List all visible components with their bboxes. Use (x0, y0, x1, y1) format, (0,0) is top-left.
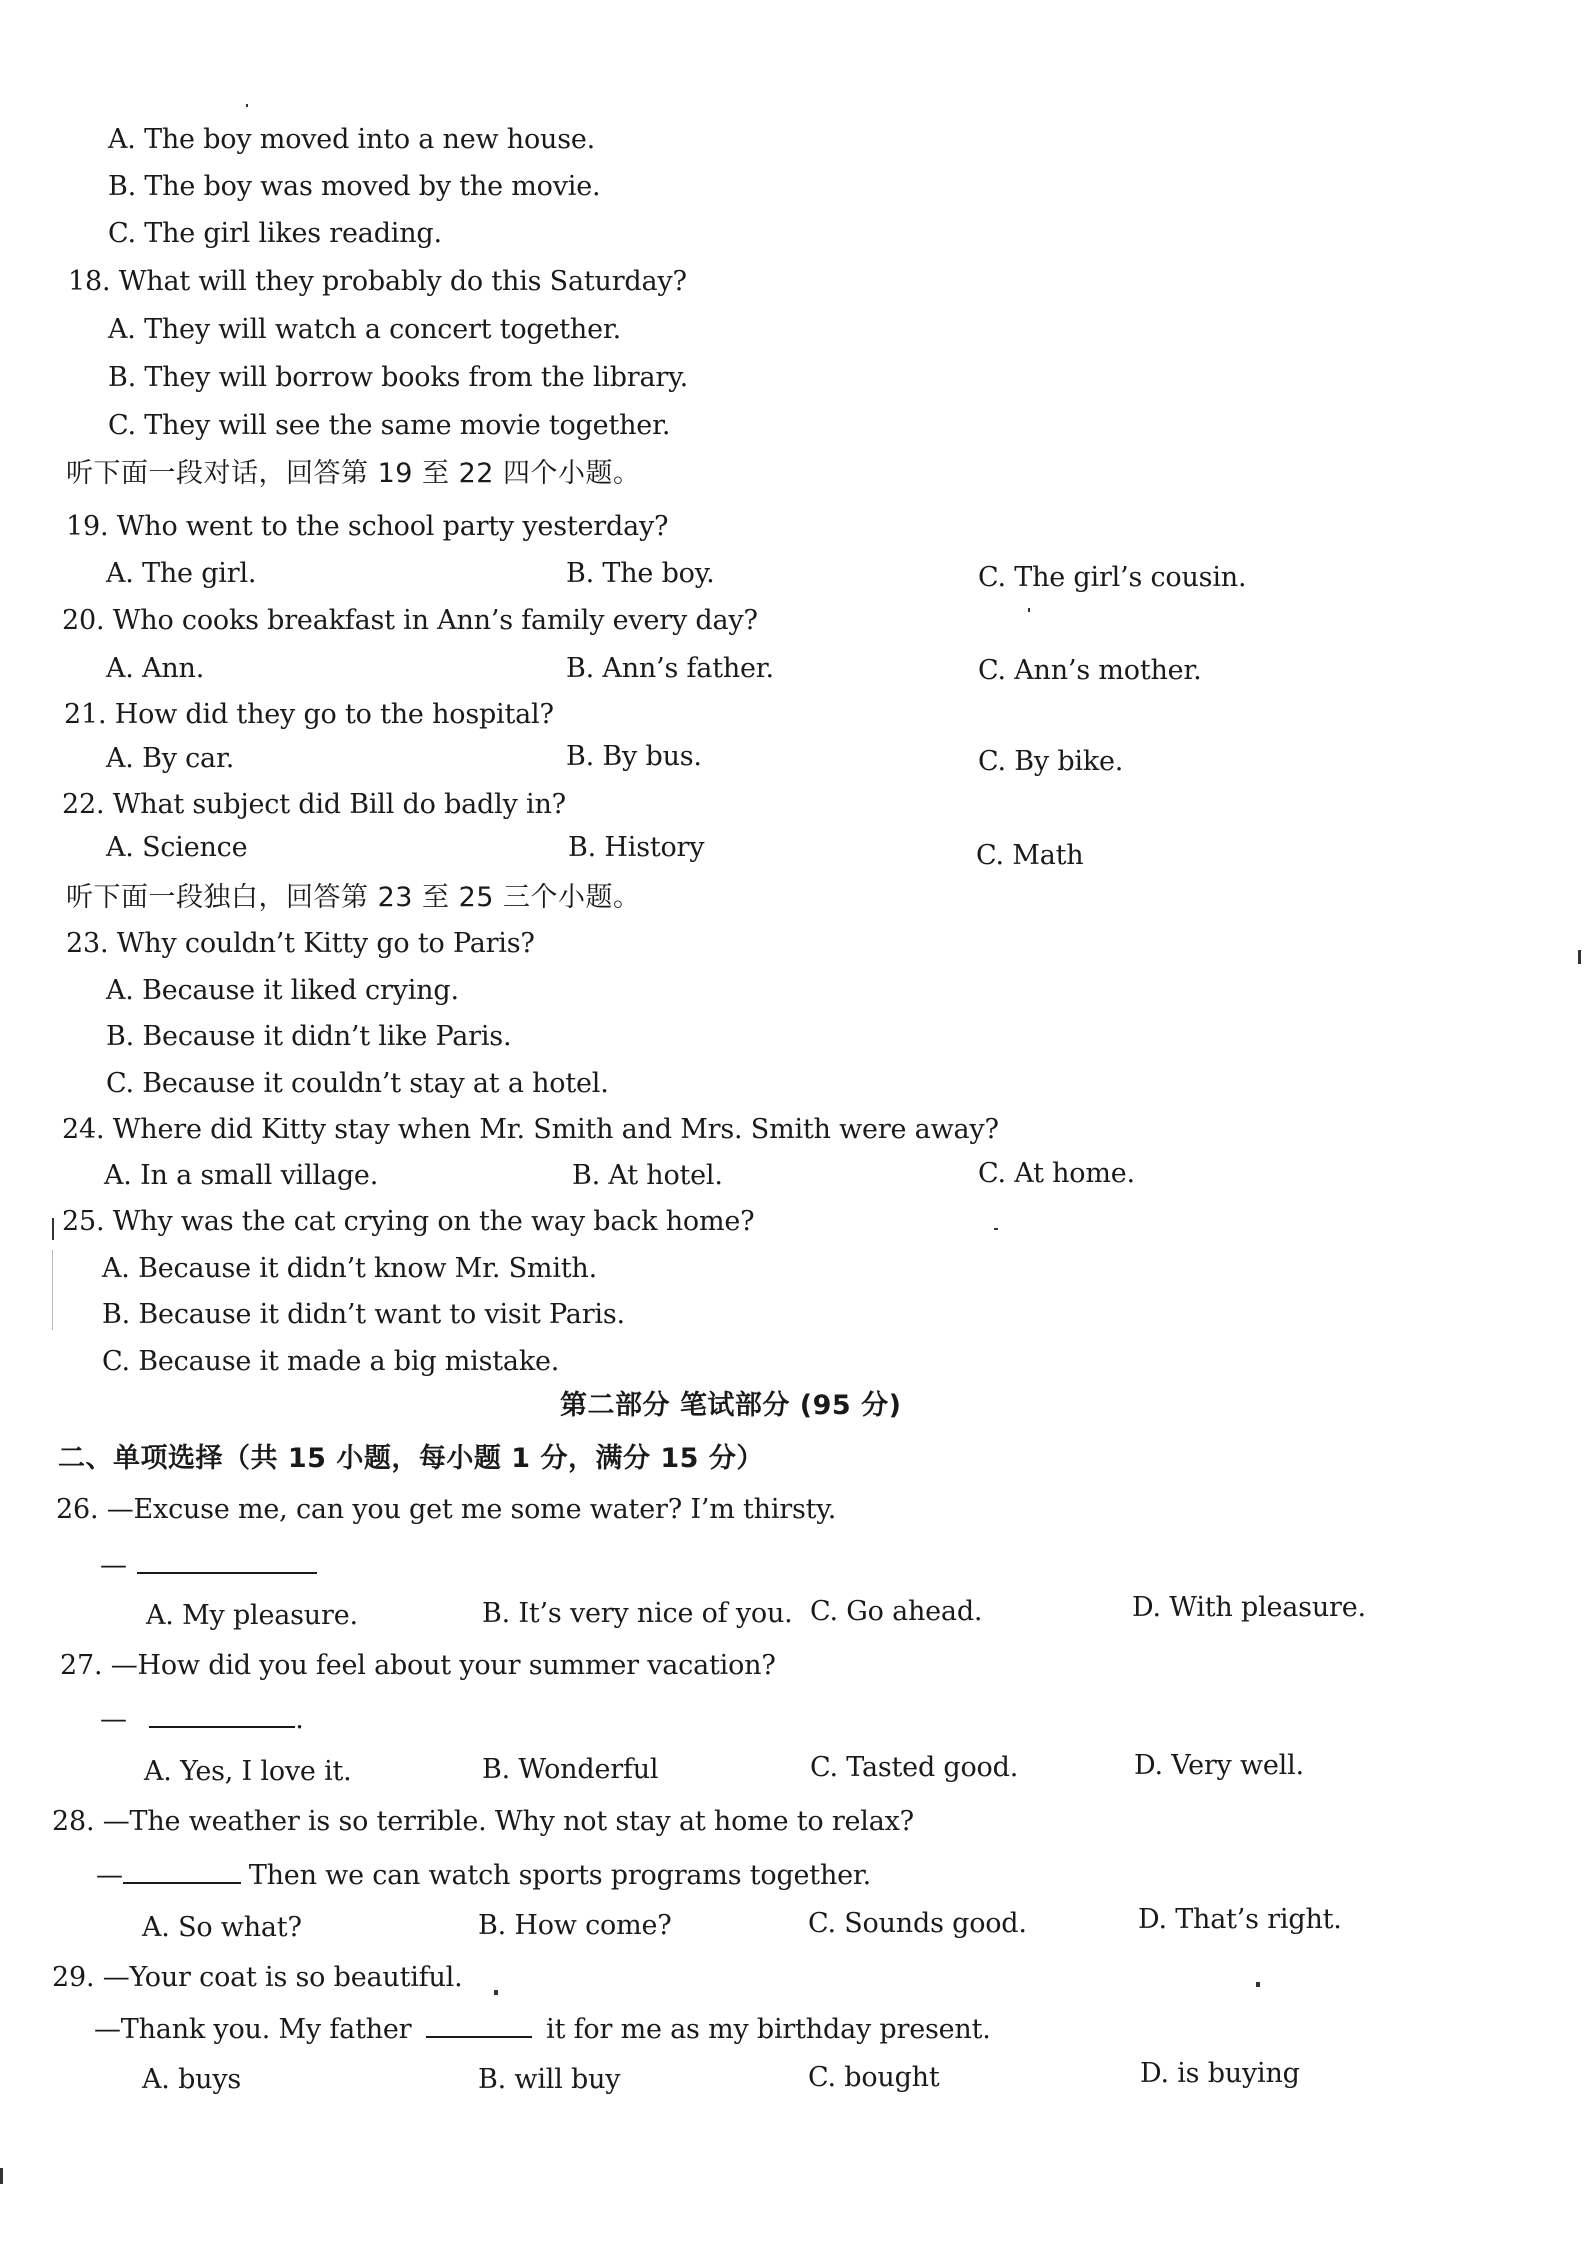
question-21 (64, 701, 554, 728)
question-text: —Your coat is so beautiful. (102, 1962, 463, 1993)
q23-option-c: C. Because it couldn’t stay at a hotel. (106, 1068, 609, 1099)
q24-option-b: B. At hotel. (572, 1160, 723, 1191)
question-text: Why was the cat crying on the way back home? (112, 1206, 755, 1237)
answer-blank (123, 1882, 241, 1884)
margin-line (52, 1250, 53, 1330)
q21-option-c: C. By bike. (978, 746, 1124, 777)
dash: — (96, 1860, 123, 1891)
question-text: —How did you feel about your summer vacation? (110, 1650, 776, 1681)
sentence-start: —Thank you. My father (94, 2014, 412, 2045)
q27-option-b: B. Wonderful (482, 1754, 659, 1785)
question-text: Where did Kitty stay when Mr. Smith and Mrs. Smith were away? (112, 1114, 999, 1145)
question-text: What will they probably do this Saturday? (118, 266, 687, 297)
q19-option-b: B. The boy. (566, 558, 715, 589)
q28-answer-line (96, 1862, 871, 1889)
q25-option-b: B. Because it didn’t want to visit Paris. (102, 1299, 625, 1330)
question-23 (66, 930, 535, 957)
question-26 (56, 1496, 836, 1523)
q23-option-a: A. Because it liked crying. (106, 975, 459, 1006)
question-text: Why couldn’t Kitty go to Paris? (116, 928, 535, 959)
question-29 (52, 1964, 462, 1991)
q18-option-a: A. They will watch a concert together. (108, 314, 622, 345)
q22-option-a: A. Science (106, 832, 248, 863)
q27-answer-line (100, 1706, 304, 1733)
scan-speck (994, 1228, 998, 1230)
question-number: 26. (56, 1494, 99, 1525)
q20-option-c: C. Ann’s mother. (978, 655, 1202, 686)
question-text: —The weather is so terrible. Why not stay at home to relax? (102, 1806, 914, 1837)
question-text: Who went to the school party yesterday? (116, 511, 669, 542)
question-text: How did they go to the hospital? (114, 699, 554, 730)
q21-option-a: A. By car. (106, 743, 235, 774)
q26-answer-line (100, 1552, 317, 1579)
q18-option-c: C. They will see the same movie together. (108, 410, 671, 441)
question-number: 28. (52, 1806, 95, 1837)
q27-option-a: A. Yes, I love it. (144, 1756, 352, 1787)
question-number: 20. (62, 605, 105, 636)
scan-speck (1028, 608, 1030, 612)
question-number: 22. (62, 789, 105, 820)
dash: — (100, 1704, 127, 1735)
q26-option-a: A. My pleasure. (146, 1600, 358, 1631)
scan-speck (1256, 1982, 1260, 1987)
question-number: 29. (52, 1962, 95, 1993)
q23-option-b: B. Because it didn’t like Paris. (106, 1021, 512, 1052)
part-two-title: 第二部分 笔试部分 (95 分) (560, 1390, 902, 1421)
q17-option-c: C. The girl likes reading. (108, 218, 442, 249)
question-text: Who cooks breakfast in Ann’s family every day? (112, 605, 758, 636)
q20-option-b: B. Ann’s father. (566, 653, 774, 684)
q25-option-a: A. Because it didn’t know Mr. Smith. (102, 1253, 597, 1284)
q25-option-c: C. Because it made a big mistake. (102, 1346, 560, 1377)
q18-option-b: B. They will borrow books from the library. (108, 362, 688, 393)
sentence-end: . (295, 1704, 304, 1735)
question-25 (62, 1208, 754, 1235)
q20-option-a: A. Ann. (106, 653, 205, 684)
q24-option-a: A. In a small village. (104, 1160, 379, 1191)
question-text: What subject did Bill do badly in? (112, 789, 566, 820)
q17-option-a: A. The boy moved into a new house. (108, 124, 596, 155)
question-number: 19. (66, 511, 109, 542)
q27-option-c: C. Tasted good. (810, 1752, 1019, 1783)
question-28 (52, 1808, 914, 1835)
q22-option-b: B. History (568, 832, 705, 863)
q29-option-b: B. will buy (478, 2064, 621, 2095)
q28-option-d: D. That’s right. (1138, 1904, 1342, 1935)
scan-speck (1578, 950, 1581, 964)
q22-option-c: C. Math (976, 840, 1084, 871)
question-number: 27. (60, 1650, 103, 1681)
question-27 (60, 1652, 776, 1679)
section-instruction-23-25: 听下面一段独白，回答第 23 至 25 三个小题。 (66, 882, 641, 913)
question-number: 25. (62, 1206, 105, 1237)
question-24 (62, 1116, 999, 1143)
section-instruction-19-22: 听下面一段对话，回答第 19 至 22 四个小题。 (66, 458, 641, 489)
answer-blank (426, 2036, 532, 2038)
question-number: 18. (68, 266, 111, 297)
margin-mark (0, 2168, 3, 2184)
q27-option-d: D. Very well. (1134, 1750, 1304, 1781)
q19-option-a: A. The girl. (106, 558, 257, 589)
q28-option-c: C. Sounds good. (808, 1908, 1027, 1939)
q29-answer-line (94, 2016, 991, 2043)
q28-option-a: A. So what? (142, 1912, 302, 1943)
question-22 (62, 791, 566, 818)
question-18 (68, 268, 687, 295)
question-20 (62, 607, 758, 634)
section-two-title: 二、单项选择（共 15 小题，每小题 1 分，满分 15 分） (58, 1443, 764, 1474)
margin-line (52, 1218, 54, 1240)
q21-option-b: B. By bus. (566, 741, 702, 772)
scan-speck (494, 1990, 498, 1995)
q17-option-b: B. The boy was moved by the movie. (108, 171, 601, 202)
q26-option-c: C. Go ahead. (810, 1596, 983, 1627)
question-number: 21. (64, 699, 107, 730)
answer-blank (149, 1726, 295, 1728)
q26-option-b: B. It’s very nice of you. (482, 1598, 793, 1629)
q29-option-a: A. buys (142, 2064, 242, 2095)
q29-option-d: D. is buying (1140, 2058, 1300, 2089)
q19-option-c: C. The girl’s cousin. (978, 562, 1247, 593)
scan-speck (246, 104, 248, 107)
question-19 (66, 513, 668, 540)
question-text: —Excuse me, can you get me some water? I’m thirsty. (106, 1494, 837, 1525)
dash: — (100, 1550, 127, 1581)
question-number: 24. (62, 1114, 105, 1145)
question-number: 23. (66, 928, 109, 959)
sentence-rest: it for me as my birthday present. (546, 2014, 991, 2045)
answer-blank (137, 1572, 317, 1574)
q24-option-c: C. At home. (978, 1158, 1135, 1189)
q29-option-c: C. bought (808, 2062, 940, 2093)
q28-option-b: B. How come? (478, 1910, 672, 1941)
sentence-rest: Then we can watch sports programs together. (248, 1860, 872, 1891)
q26-option-d: D. With pleasure. (1132, 1592, 1366, 1623)
